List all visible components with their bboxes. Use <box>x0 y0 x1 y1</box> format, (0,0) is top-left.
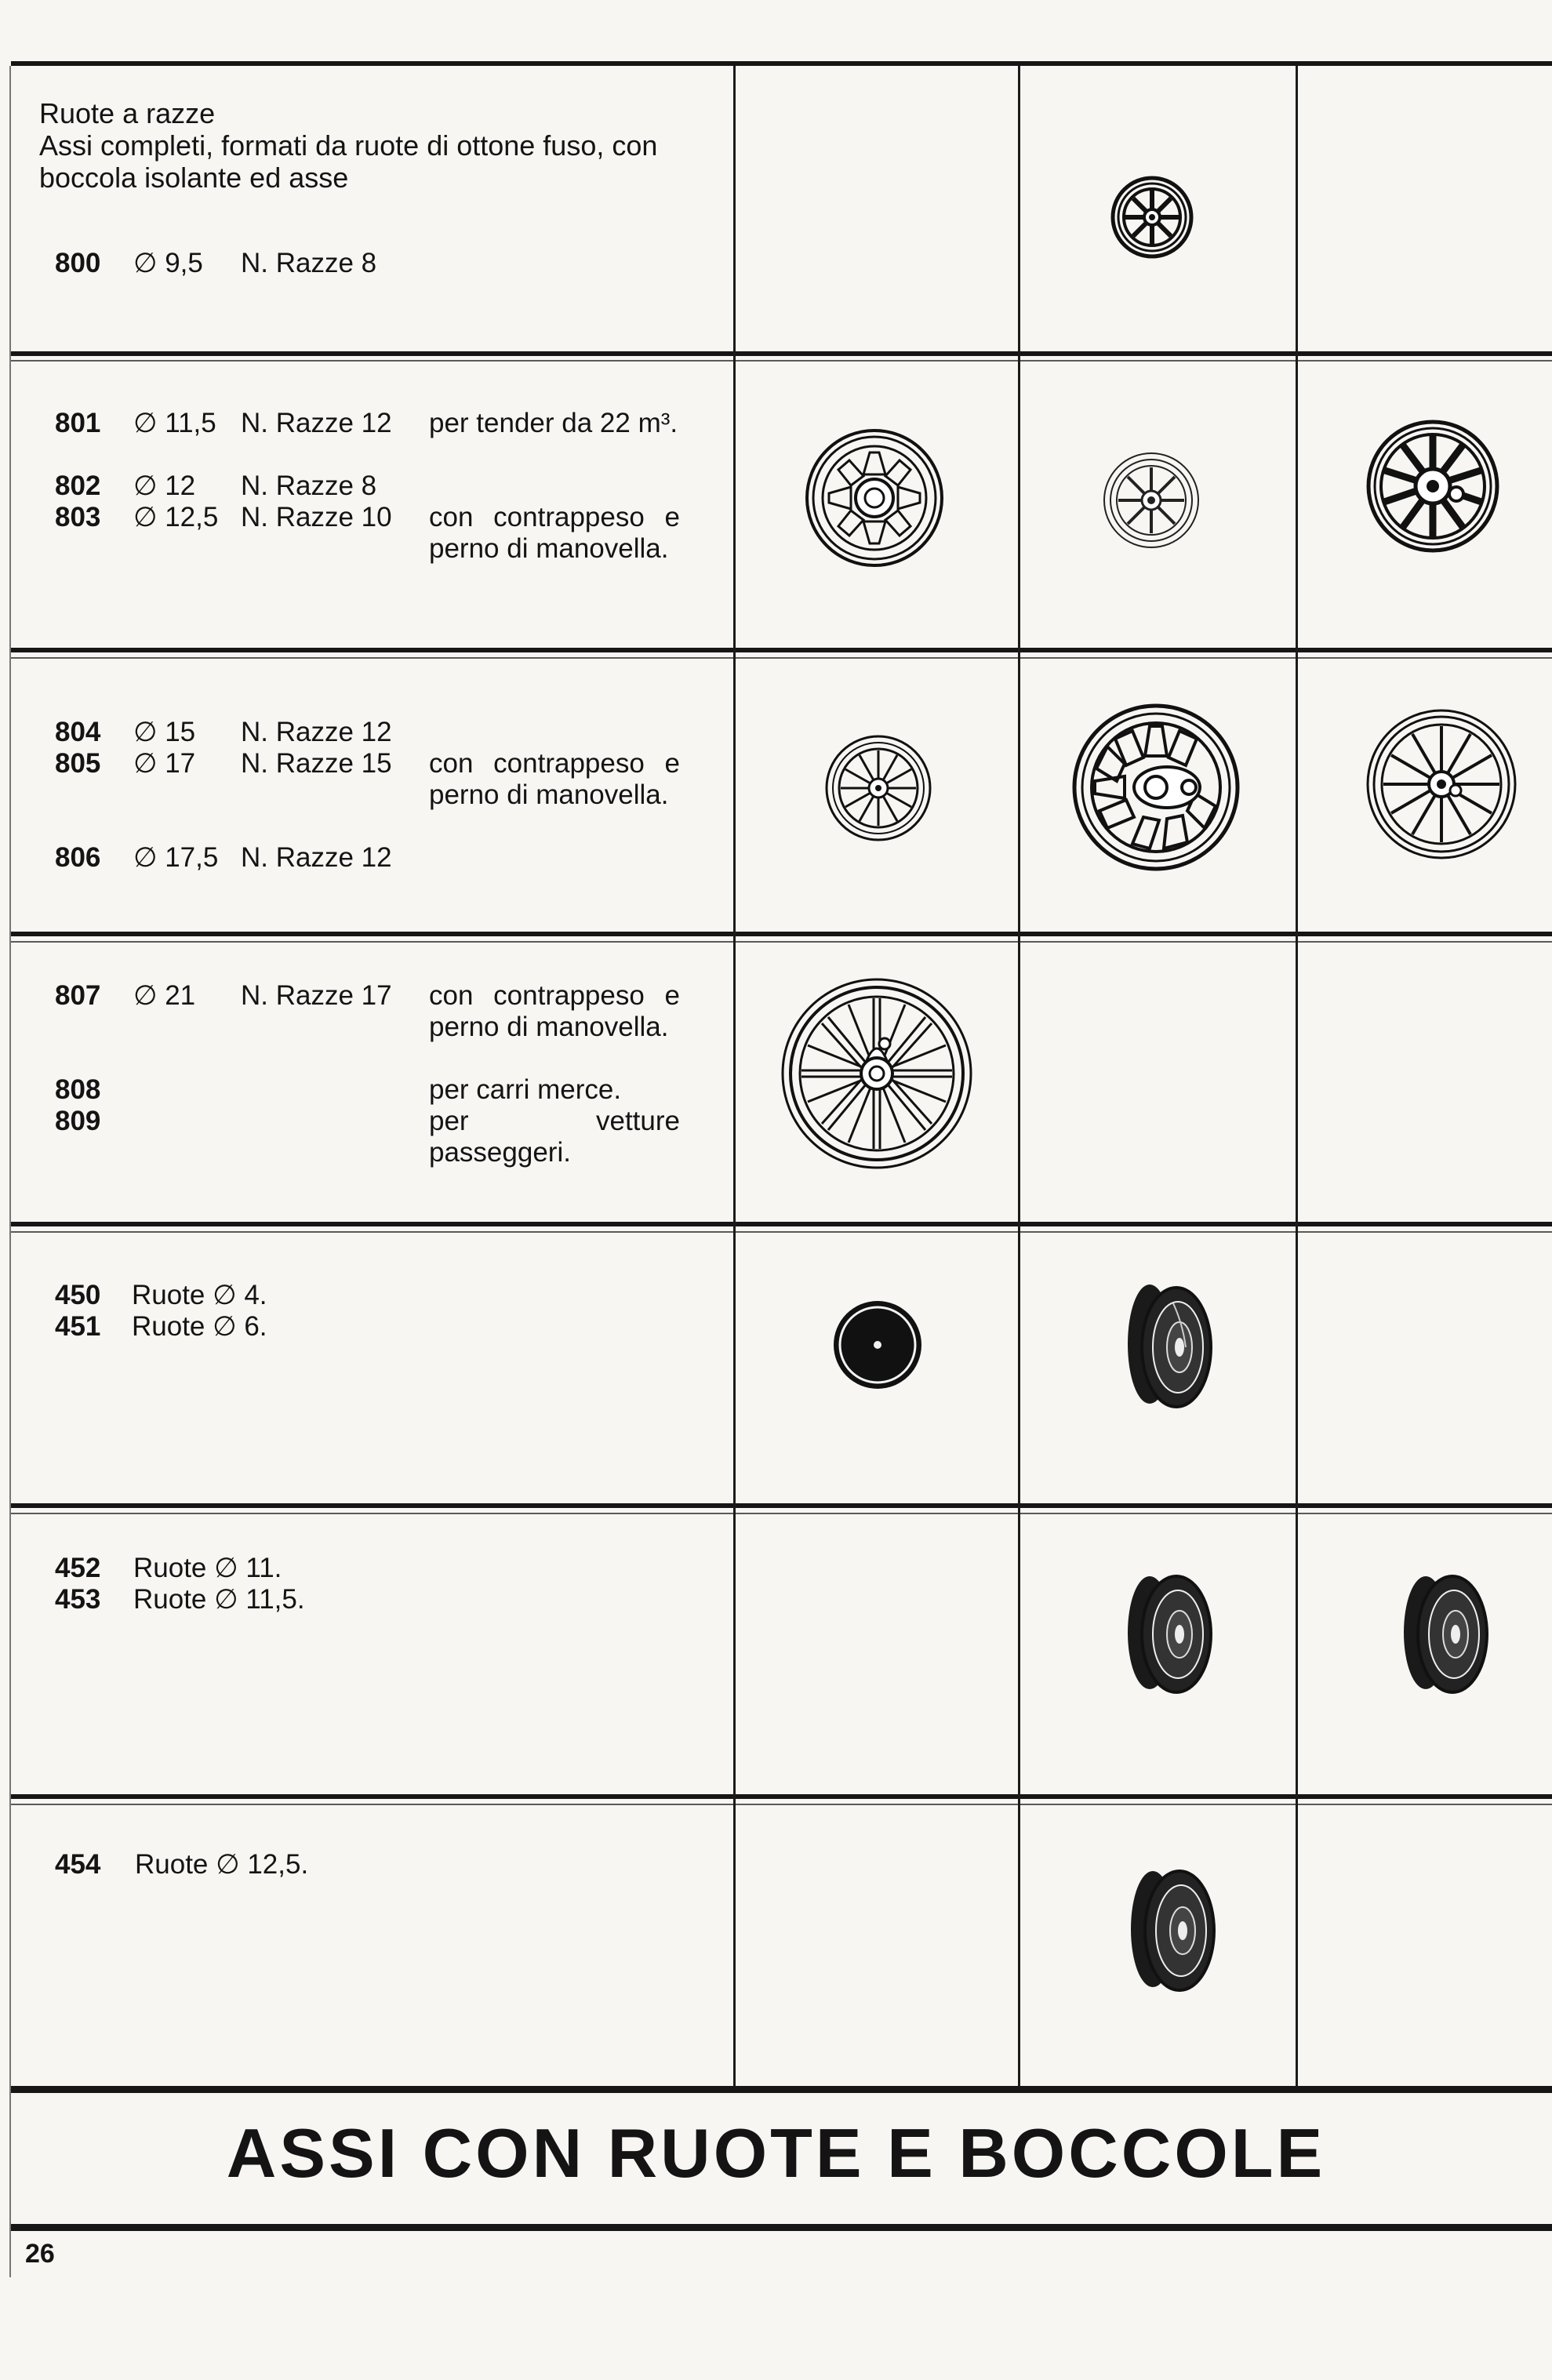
item-diameter: ∅ 15 <box>133 717 196 747</box>
disc-wheel-perspective-icon <box>1117 1561 1219 1702</box>
item-809 <box>47 1106 706 1168</box>
column-divider-2 <box>1018 66 1020 2087</box>
item-description: Ruote ∅ 4. <box>132 1280 267 1310</box>
item-code: 450 <box>55 1280 101 1310</box>
disc-wheel-perspective-icon <box>1120 1857 1222 1998</box>
spoked-wheel-10-counterweight-icon <box>1366 420 1499 553</box>
item-802 <box>47 471 706 502</box>
item-code: 805 <box>55 748 101 779</box>
item-spokes: N. Razze 10 <box>241 502 392 532</box>
rule-row-6-thin <box>11 1804 1552 1805</box>
item-spokes: N. Razze 12 <box>241 842 392 873</box>
item-code: 451 <box>55 1311 101 1342</box>
item-805 <box>47 748 706 810</box>
item-description: Ruote ∅ 11,5. <box>133 1584 305 1615</box>
item-note: con contrappeso e perno di manovella. <box>429 502 680 564</box>
item-453 <box>47 1584 706 1615</box>
rule-row-3 <box>11 932 1552 936</box>
item-diameter: ∅ 17,5 <box>133 842 219 873</box>
item-code: 800 <box>55 248 101 278</box>
item-code: 806 <box>55 842 101 873</box>
item-code: 803 <box>55 502 101 532</box>
rule-top <box>11 61 1552 66</box>
item-450 <box>47 1280 706 1311</box>
rule-row-6 <box>11 1794 1552 1799</box>
spoked-wheel-12-spokes-icon <box>1365 707 1518 861</box>
item-801 <box>47 408 706 439</box>
rule-row-4 <box>11 1222 1552 1226</box>
item-spokes: N. Razze 15 <box>241 748 392 779</box>
rule-title-bottom <box>11 2224 1552 2231</box>
rule-title-top <box>11 2086 1552 2093</box>
item-diameter: ∅ 12 <box>133 471 196 501</box>
item-spokes: N. Razze 8 <box>241 471 377 501</box>
intro-block <box>39 97 682 194</box>
spoked-wheel-15-counterweight-icon <box>1070 702 1241 873</box>
rule-row-5-thin <box>11 1513 1552 1514</box>
item-description: Ruote ∅ 6. <box>132 1311 267 1342</box>
item-code: 453 <box>55 1584 101 1615</box>
item-808 <box>47 1074 706 1106</box>
item-code: 807 <box>55 980 101 1011</box>
item-800 <box>47 248 706 279</box>
item-diameter: ∅ 9,5 <box>133 248 203 278</box>
item-807 <box>47 980 706 1042</box>
item-description: Ruote ∅ 11. <box>133 1553 282 1583</box>
rule-row-5 <box>11 1503 1552 1508</box>
rule-row-2 <box>11 648 1552 652</box>
disc-wheel-perspective-icon <box>1117 1269 1219 1418</box>
column-divider-1 <box>733 66 736 2087</box>
item-diameter: ∅ 21 <box>133 980 196 1011</box>
page-title: ASSI CON RUOTE E BOCCOLE <box>226 2114 1326 2192</box>
intro-heading: Ruote a razze <box>39 97 216 129</box>
page-number: 26 <box>25 2239 55 2269</box>
item-diameter: ∅ 12,5 <box>133 502 219 532</box>
item-code: 809 <box>55 1106 101 1136</box>
rule-row-4-thin <box>11 1231 1552 1233</box>
rule-row-2-thin <box>11 657 1552 659</box>
item-code: 801 <box>55 408 101 438</box>
item-note: per tender da 22 m³. <box>429 408 678 438</box>
item-code: 452 <box>55 1553 101 1583</box>
item-diameter: ∅ 11,5 <box>133 408 216 438</box>
item-note: per carri merce. <box>429 1074 622 1105</box>
item-code: 802 <box>55 471 101 501</box>
item-804 <box>47 717 706 748</box>
item-diameter: ∅ 17 <box>133 748 196 779</box>
item-code: 808 <box>55 1074 101 1105</box>
disc-wheel-perspective-icon <box>1393 1561 1495 1702</box>
left-margin-line <box>9 66 11 2277</box>
item-code: 804 <box>55 717 101 747</box>
item-451 <box>47 1311 706 1343</box>
item-452 <box>47 1553 706 1584</box>
column-divider-3 <box>1296 66 1298 2087</box>
item-note: con contrappeso e perno di manovella. <box>429 980 680 1042</box>
item-spokes: N. Razze 12 <box>241 717 392 747</box>
spoked-wheel-8-spokes-icon <box>1102 451 1201 550</box>
spoked-wheel-17-counterweight-icon <box>779 976 975 1172</box>
intro-text: Assi completi, formati da ruote di ottone fuso, con boccola isolante ed asse <box>39 129 658 194</box>
item-code: 454 <box>55 1849 101 1880</box>
spoked-wheel-8-spokes-icon <box>1109 174 1195 260</box>
item-spokes: N. Razze 8 <box>241 248 377 278</box>
item-note: per vetture passeggeri. <box>429 1106 680 1168</box>
item-spokes: N. Razze 12 <box>241 408 392 438</box>
item-note: con contrappeso e perno di manovella. <box>429 748 680 810</box>
spoked-wheel-12-spokes-icon <box>823 733 933 843</box>
item-spokes: N. Razze 17 <box>241 980 392 1011</box>
rule-row-1 <box>11 351 1552 356</box>
item-description: Ruote ∅ 12,5. <box>135 1849 309 1880</box>
rule-row-3-thin <box>11 941 1552 943</box>
spoked-wheel-12-spokes-icon <box>804 427 945 569</box>
item-454 <box>47 1849 706 1880</box>
disc-wheel-front-icon <box>831 1299 924 1391</box>
rule-row-1-thin <box>11 360 1552 362</box>
item-806 <box>47 842 706 874</box>
item-803 <box>47 502 706 564</box>
